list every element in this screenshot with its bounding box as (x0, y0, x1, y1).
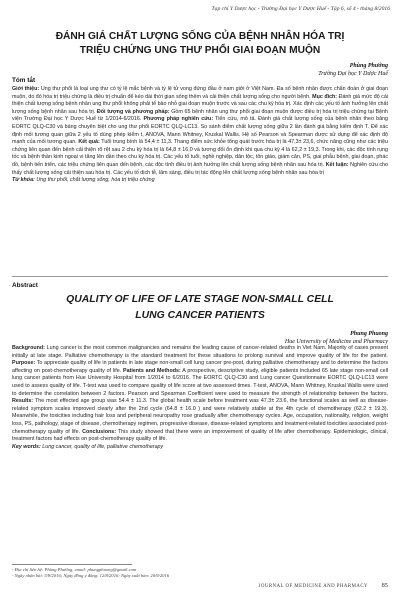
footnote-divider (12, 564, 132, 565)
vn-aim-text: Đánh giá mức độ cải thiện chất lượng sống bệnh nhân ung thư phổi không phải tế bào nhỏ giai đoạn muộn trước và sau các chu kỳ hóa trị. Xác định các yếu tố ảnh hưởng lên chất lượng sống bệnh nhân sau hóa trị. (12, 93, 388, 115)
en-results-label: Results: (12, 398, 34, 405)
english-author-block (285, 330, 388, 346)
vn-intro-label: Giới thiệu: (12, 86, 40, 92)
vn-keywords-text: Ung thư phổi, chất lượng sống, hóa trị triệu chứng (34, 177, 155, 184)
running-head: Tạp chí Y Dược học - Trường Đại học Y Dược Huế - Tập 6, số 4 - tháng 8/2016 (211, 6, 390, 12)
vn-results-label: Kết quả: (76, 139, 100, 146)
vn-keywords-label: Từ khóa: (12, 177, 35, 184)
vn-subjects-text: Gồm 65 bệnh nhân ung thư phổi giai đoạn muộn được điều trị hóa trị triệu chứng tại Bệnh viện Trường Đại học Y Dược Huế từ 1/2014-6/2016. (12, 108, 388, 123)
en-patients-label: Patients and Methods: (121, 367, 181, 374)
en-background-label: Background: (12, 345, 45, 351)
vn-keywords (12, 177, 388, 185)
vn-results-text: Tuổi trung bình là 54,4 ± 11,3. Thang điểm sức khỏe tổng quát trước hóa trị là 47,3± 23,6, chức năng cũng như các triệu chứng liên quan đến bệnh cải thiện rõ rệt sau 2 chu kỳ hóa trị là 64,8 ± 16,0 và tương đối ổn định khi qua chu kỳ 4 là 62,2 ± 19,3. Trong khi, các độc tính rụng tóc và bệnh thần kinh ngoại vi tăng lên dần theo chu kỳ hóa trị. Các yếu tố tuổi, nghề nghiệp, dân tộc, tôn giáo, giám căn, PS, giai phẫu bệnh, giai đoạn, phác đồ, bệnh tiến triển, các triệu chứng liên quan đến bệnh, các độc tính điều trị ảnh hưởng lên chất lượng sống bệnh nhân sau hóa trị. (12, 139, 388, 168)
en-keywords-label: Key words: (12, 443, 41, 450)
page-number: 85 (381, 582, 388, 589)
english-title (10, 292, 390, 324)
en-conclusion-label: Conclusions: (80, 428, 116, 435)
vietnamese-title-line-2: TRIỆU CHỨNG UNG THƯ PHỔI GIAI ĐOẠN MUỘN (79, 45, 321, 56)
vietnamese-title-line-1: ĐÁNH GIÁ CHẤT LƯỢNG SỐNG CỦA BỆNH NHÂN HÓA TRỊ (55, 31, 345, 42)
footnote-dates: - Ngày nhận bài: 5/8/2016; Ngày đồng ý đăng: 12/8/2016; Ngày xuất bản: 20/9/2016 (12, 572, 170, 578)
en-keywords-text: Lung cancer, quality of life, palliative chemotherapy (40, 443, 164, 450)
vietnamese-author-block (318, 62, 388, 78)
vietnamese-affiliation: Trường Đại học Y Dược Huế (318, 71, 388, 77)
english-author-name: Phung Phuong (350, 331, 388, 337)
vn-aim-label: Mục đích: (310, 93, 338, 100)
english-abstract (12, 345, 388, 451)
vn-method-label: Phương pháp nghiên cứu: (141, 116, 214, 123)
en-background-text: Lung cancer is the most common malignancies and remains the leading cause of cancer-related deaths in Viet Nam. Majority of cases present initially at late stage. Palliative chemotherapy is the standard treatment for these situations to prolong survival and improve quality of life for the patient. (12, 345, 388, 359)
vietnamese-abstract (12, 86, 388, 185)
en-results-text: The most effected age group was 54.4 ± 11.3. The global health scale before treatment was 47.3± 23.6, the functional scales as well as disease-related symptom scales improved clearly after the 2nd cycle (64.8 ± 16.0 ) and were relatively stable at the 4th cycle of chemotherapy (62.2 ± 19.3). Meanwhile, the toxicities including hair loss and peripheral neuropathy rose gradually after chemotherapy cycles. Age, occupation, nationality, religion, weight loss, PS, pathology, stage of disease, chemotherapy regimen, progressive disease, disease-related symptoms and treatment-related toxicities associated post-chemotherapy quality of life. (12, 398, 388, 435)
en-purpose-text: To appreciate quality of life in patients in late stage non-small cell lung cancer pre-post, during palliative chemotherapy and to determine the factors affecting on post-chemotherapy quality of life. (12, 360, 388, 374)
vietnamese-author-name: Phùng Phướng (349, 63, 388, 69)
english-affiliation: Hue University of Medicine and Pharmacy (284, 339, 388, 345)
en-conclusion-text: This study showed that there were an improvement of quality of life after chemotherapy. Epidemiologic, clinical, treatment factors had effects on post-chemotherapy quality of life. (12, 428, 388, 443)
vietnamese-abstract-heading: Tóm tắt (12, 77, 36, 84)
footnotes (12, 567, 202, 579)
vn-conclusion-text: Nghiên cứu cho thấy chất lượng sống cải thiện sau hóa trị. Các yếu tố dịch tễ, lâm sàng, điều trị tác động lên chất lượng sống bệnh nhân sau hóa trị (12, 161, 388, 176)
english-title-line-1: QUALITY OF LIFE OF LATE STAGE NON-SMALL CELL (66, 294, 334, 305)
footnote-contact: - Địa chỉ liên hệ: Phùng Phướng, email: phungphuong@gmail.com (12, 567, 137, 572)
vn-conclusion-label: Kết luận: (324, 161, 349, 168)
en-purpose-label: Purpose: (12, 360, 36, 367)
vn-intro-text: Ung thư phổi là loại ung thư có tỷ lệ mắc bệnh và tỷ lệ tử vong đứng đầu ở nam giới ở Việt Nam. Đa số bệnh nhân được chẩn đoán ở giai đoạn muộn, do đó hóa trị triệu chứng là điều trị chuẩn để kéo dài thời gian sống thêm và cải thiện chất lượng sống cho người bệnh. (12, 86, 388, 100)
en-keywords (12, 444, 388, 452)
en-patients-text: A prospective, descriptive study, eligible patients included 65 late stage non-small cell lung cancer patients from Hue University Hospital from 1/2014 to 6/2016. The EORTC QLQ-C30 and Lung cancer Questionnaire EORTC QLQ-LC13 were used to assess quality of life. T-test was used to compare quality of life score at two assessed times. T-test, ANOVA, Mann Whitney, Kruskal Wallis were used to determine the correlation between 2 factors. Pearson and Spearman Coefficient were used to measure the strength of relationship between the factors. (12, 367, 389, 397)
vn-method-text: Tiến cứu, mô tả. Đánh giá chất lượng sống của bệnh nhân theo bảng EORTC QLQ-C30 và bảng chuyên biệt cho ung thư phổi EORTC QLQ-LC13. So sánh điểm chất lượng sống giữa 2 lần đánh giá bằng kiểm định T. Để xác định mối tương quan giữa 2 yếu tố dùng phép kiểm t, ANOVA, Mann Whitney, Kruskal Wallis. Hệ số Pearson và Spearman được sử dụng để xác định độ mạnh của mối tương quan. (12, 116, 388, 146)
vn-subjects-label: Đối tượng và phương pháp: (95, 108, 170, 115)
vietnamese-title (10, 30, 390, 58)
section-divider (12, 276, 388, 277)
english-abstract-heading: Abstract (12, 282, 38, 289)
footer-journal-name: JOURNAL OF MEDICINE AND PHARMACY (258, 584, 368, 589)
english-title-line-2: LUNG CANCER PATIENTS (135, 310, 265, 321)
